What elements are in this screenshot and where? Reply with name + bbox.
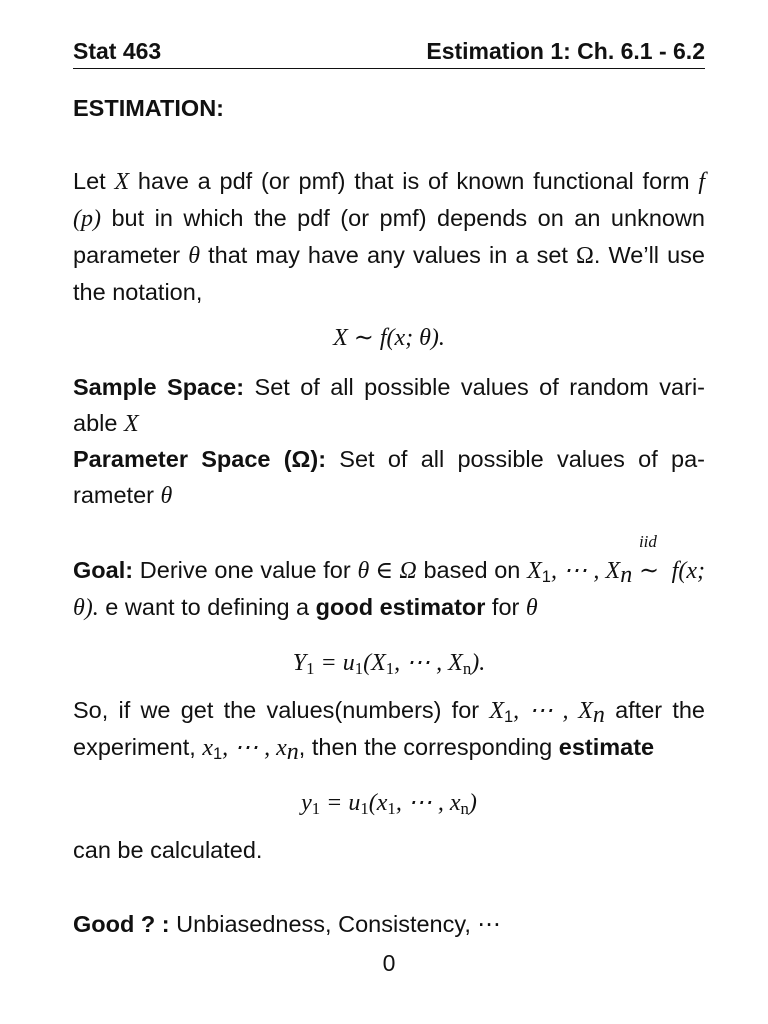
goal-label: Goal: [73,557,134,583]
good-criteria: Good ? : Unbiasedness, Consistency, ⋯ [73,911,501,937]
parameter-space-label: Parameter Space (Ω): [73,446,327,472]
page-number: 0 [382,950,396,976]
good-label: Good ? : [73,911,170,937]
intro-paragraph: Let X have a pdf (or pmf) that is of known functional form f (p) but in which the pdf (or pmf) depends on an unknown parameter θ that may have any values in a set Ω. We’ll use the notation, [73,168,706,305]
calculated-line: can be calculated. [73,837,263,863]
estimator-equation: $Y_1 = u_1(X_1$, ⋯ , $X_n$). [292,650,486,678]
sample-space-label: Sample Space: [73,374,245,400]
sample-space-definition: Sample Space: Set of all possible values of random vari-able X [73,374,705,437]
section-title: Estimation 1: Ch. 6.1 - 6.2 [426,38,705,64]
slide-page [73,0,705,1024]
page-title: ESTIMATION: [73,95,224,121]
page-header [73,34,705,69]
parameter-space-definition: Parameter Space (Ω): Set of all possible values of pa-rameter θ [73,446,705,509]
estimate-paragraph: So, if we get the values(numbers) for $X_1$, ⋯ , $X_n$ after the experiment, $x_1$, ⋯ , $x_n$, then the corresponding estimate [73,697,705,765]
iid-label: iid [638,532,657,551]
notation-equation: X ∼ f(x; θ). [333,325,445,351]
goal-paragraph: Goal: Derive one value for θ ∈ Ω based on $X_1$, ⋯ , $X_n$ iid ∼ f(x; θ). e want to defining a good estimator for θ [73,532,705,621]
estimate-equation: $y_1 = u_1(x_1$, ⋯ , $x_n$) [301,790,477,818]
course-title: Stat 463 [73,38,162,64]
